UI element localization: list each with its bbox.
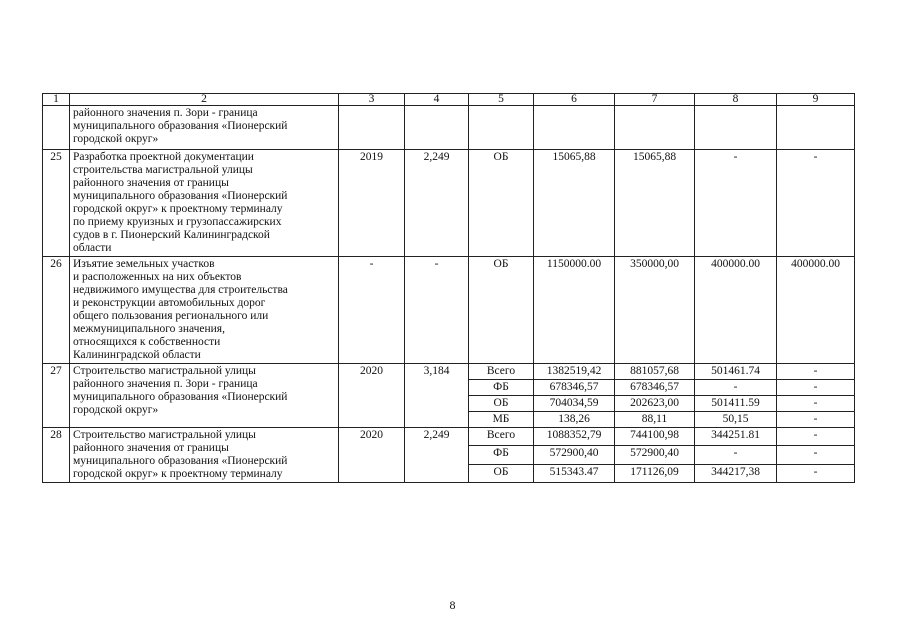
year-cell: -	[339, 257, 405, 364]
amount-total-cell: 1088352,79	[534, 428, 615, 446]
amount-total-cell: 704034,59	[534, 396, 615, 412]
amount-year3-cell: -	[777, 150, 855, 257]
amount-year1-cell: 88,11	[615, 412, 695, 428]
length-cell: 2,249	[405, 428, 469, 483]
amount-year1-cell: 15065,88	[615, 150, 695, 257]
table-cell	[615, 106, 695, 150]
amount-total-cell: 15065,88	[534, 150, 615, 257]
funding-source-cell: ОБ	[469, 257, 534, 364]
header-cell: 4	[405, 94, 469, 106]
funding-source-cell: ФБ	[469, 380, 534, 396]
object-name-cell: Разработка проектной документации строительства магистральной улицы районного значения от границы муниципального образования «Пионерский городской округ» к проектному терминалу по приему круизных и грузопассажирских судов в г. Пионерский Калининградской области	[70, 150, 339, 257]
financing-table	[42, 93, 855, 483]
header-cell: 7	[615, 94, 695, 106]
amount-year1-cell: 202623,00	[615, 396, 695, 412]
amount-year3-cell: -	[777, 380, 855, 396]
amount-year3-cell: -	[777, 364, 855, 380]
object-name-cell: Изъятие земельных участков и расположенных на них объектов недвижимого имущества для строительства и реконструкции автомобильных дорог общего пользования регионального или межмуниципального значения, относящихся к собственности Калининградской области	[70, 257, 339, 364]
amount-year3-cell: -	[777, 396, 855, 412]
amount-year2-cell: 344217,38	[695, 464, 777, 482]
header-cell: 5	[469, 94, 534, 106]
table-cell	[405, 106, 469, 150]
continuation-row	[43, 106, 855, 150]
amount-year2-cell: -	[695, 150, 777, 257]
table-header-row	[43, 94, 855, 106]
amount-year1-cell: 881057,68	[615, 364, 695, 380]
funding-source-cell: Всего	[469, 428, 534, 446]
header-cell: 9	[777, 94, 855, 106]
header-cell: 8	[695, 94, 777, 106]
amount-total-cell: 678346,57	[534, 380, 615, 396]
amount-year2-cell: 344251.81	[695, 428, 777, 446]
amount-year1-cell: 350000,00	[615, 257, 695, 364]
table-row	[43, 150, 855, 257]
length-cell: 2,249	[405, 150, 469, 257]
year-cell: 2019	[339, 150, 405, 257]
table-row	[43, 364, 855, 380]
row-number-cell: 25	[43, 150, 70, 257]
table-cell	[777, 106, 855, 150]
amount-year2-cell: -	[695, 446, 777, 464]
row-number-cell: 27	[43, 364, 70, 428]
amount-total-cell: 1382519,42	[534, 364, 615, 380]
amount-year2-cell: 50,15	[695, 412, 777, 428]
table-cell	[534, 106, 615, 150]
amount-year2-cell: 501411.59	[695, 396, 777, 412]
amount-year1-cell: 744100,98	[615, 428, 695, 446]
header-cell: 1	[43, 94, 70, 106]
year-cell: 2020	[339, 364, 405, 428]
amount-year3-cell: 400000.00	[777, 257, 855, 364]
amount-total-cell: 1150000.00	[534, 257, 615, 364]
table-cell	[43, 106, 70, 150]
table-cell	[695, 106, 777, 150]
amount-year3-cell: -	[777, 412, 855, 428]
header-cell: 3	[339, 94, 405, 106]
table-cell	[469, 106, 534, 150]
amount-year1-cell: 171126,09	[615, 464, 695, 482]
row-number-cell: 26	[43, 257, 70, 364]
year-cell: 2020	[339, 428, 405, 483]
funding-source-cell: ОБ	[469, 464, 534, 482]
object-name-cell: районного значения п. Зори - граница муниципального образования «Пионерский городской округ»	[70, 106, 339, 150]
table-row	[43, 257, 855, 364]
amount-year2-cell: 501461.74	[695, 364, 777, 380]
funding-source-cell: ФБ	[469, 446, 534, 464]
amount-total-cell: 515343.47	[534, 464, 615, 482]
row-number-cell: 28	[43, 428, 70, 483]
amount-total-cell: 138,26	[534, 412, 615, 428]
table-cell	[339, 106, 405, 150]
amount-year3-cell: -	[777, 446, 855, 464]
length-cell: -	[405, 257, 469, 364]
amount-year3-cell: -	[777, 428, 855, 446]
amount-year2-cell: 400000.00	[695, 257, 777, 364]
object-name-cell: Строительство магистральной улицы районного значения п. Зори - граница муниципального образования «Пионерский городской округ»	[70, 364, 339, 428]
header-cell: 2	[70, 94, 339, 106]
funding-source-cell: ОБ	[469, 396, 534, 412]
amount-year3-cell: -	[777, 464, 855, 482]
length-cell: 3,184	[405, 364, 469, 428]
table-row	[43, 428, 855, 446]
page-number: 8	[449, 598, 456, 612]
amount-year1-cell: 572900,40	[615, 446, 695, 464]
funding-source-cell: МБ	[469, 412, 534, 428]
amount-year2-cell: -	[695, 380, 777, 396]
amount-year1-cell: 678346,57	[615, 380, 695, 396]
header-cell: 6	[534, 94, 615, 106]
funding-source-cell: ОБ	[469, 150, 534, 257]
object-name-cell: Строительство магистральной улицы районного значения от границы муниципального образования «Пионерский городской округ» к проектному терминалу	[70, 428, 339, 483]
amount-total-cell: 572900,40	[534, 446, 615, 464]
funding-source-cell: Всего	[469, 364, 534, 380]
